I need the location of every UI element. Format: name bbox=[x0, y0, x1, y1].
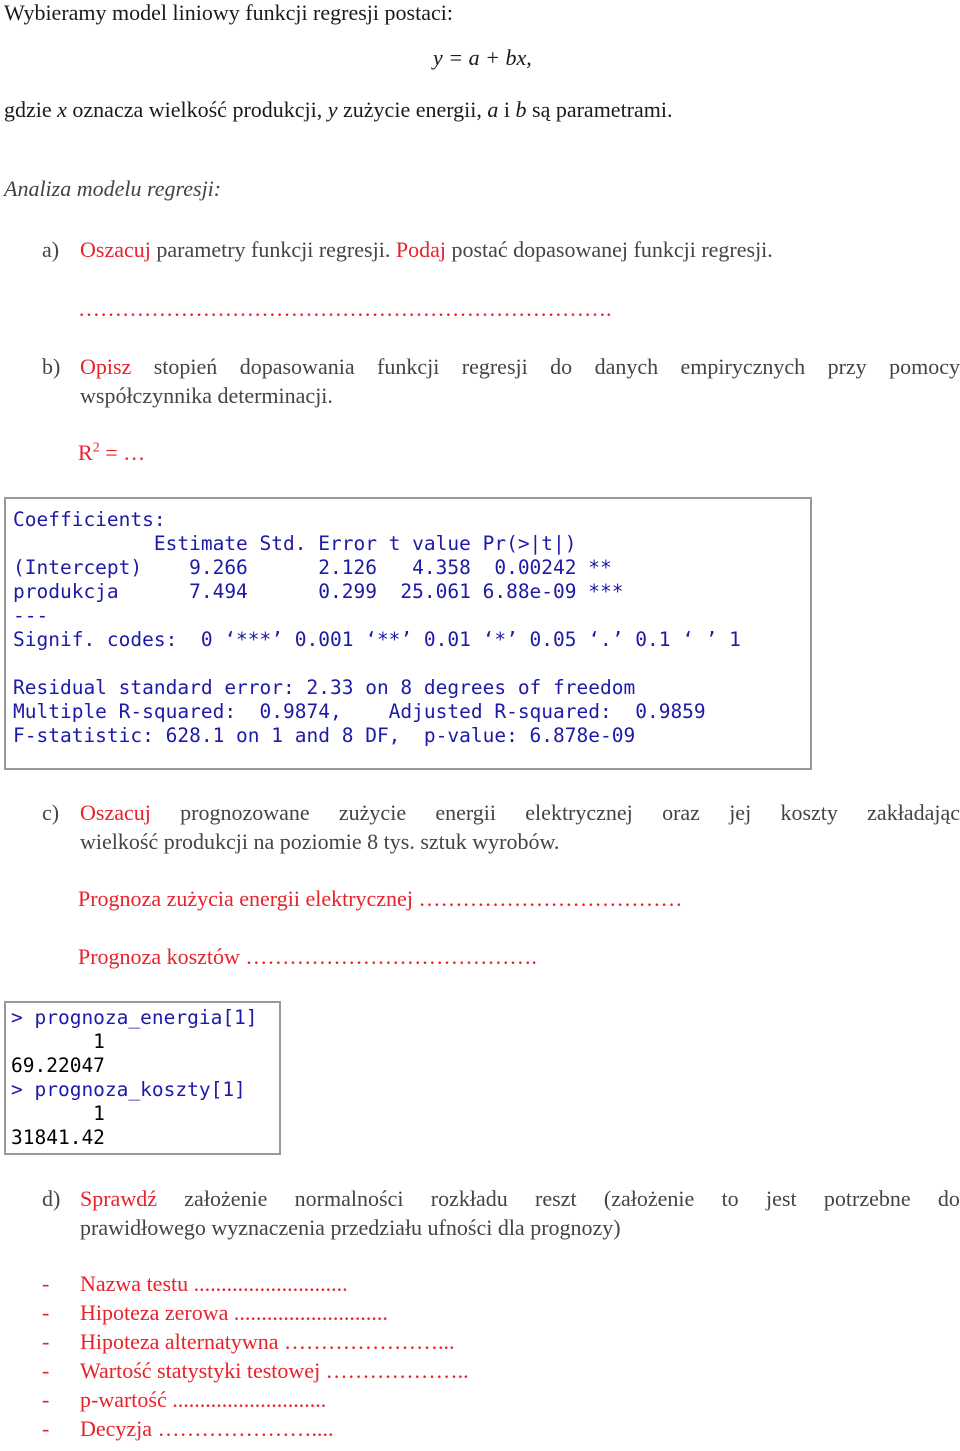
explanation-text: są parametrami. bbox=[526, 97, 673, 122]
explanation-text: oznacza wielkość produkcji, bbox=[66, 97, 328, 122]
forecast-energy-answer[interactable] bbox=[78, 886, 682, 912]
r2-dots: = … bbox=[99, 440, 146, 465]
console-line: Estimate Std. Error t value Pr(>|t|) bbox=[13, 532, 577, 555]
list-dash: - bbox=[42, 1387, 50, 1412]
word: reszt bbox=[535, 1186, 577, 1211]
checklist-item[interactable] bbox=[0, 1300, 960, 1329]
word: energii bbox=[435, 800, 497, 825]
checklist-text: Decyzja ………………….... bbox=[80, 1416, 334, 1441]
word: dopasowania bbox=[239, 354, 355, 379]
word: stopień bbox=[153, 354, 218, 379]
list-dash: - bbox=[42, 1300, 50, 1325]
console-value: 31841.42 bbox=[11, 1126, 105, 1149]
explanation-text: gdzie bbox=[4, 97, 58, 122]
var-b: b bbox=[515, 97, 527, 122]
console-line: --- bbox=[13, 604, 49, 627]
keyword: Sprawdź bbox=[80, 1186, 157, 1211]
console-line: Multiple R-squared: 0.9874, Adjusted R-squared: 0.9859 bbox=[13, 700, 706, 723]
keyword: Opisz bbox=[80, 354, 132, 379]
console-line: produkcja 7.494 0.299 25.061 6.88e-09 *** bbox=[13, 580, 624, 603]
task-text bbox=[80, 352, 960, 410]
var-x: x bbox=[57, 97, 67, 122]
regression-summary-output bbox=[4, 497, 812, 770]
task-label: b) bbox=[42, 354, 61, 379]
checklist-item[interactable] bbox=[0, 1271, 960, 1300]
explanation-text: i bbox=[498, 97, 516, 122]
console-line: F-statistic: 628.1 on 1 and 8 DF, p-value: 6.878e-09 bbox=[13, 724, 636, 747]
word: prognozowane bbox=[180, 800, 310, 825]
list-dash: - bbox=[42, 1358, 50, 1383]
var-a: a bbox=[487, 97, 499, 122]
list-dash: - bbox=[42, 1329, 50, 1354]
word: do bbox=[937, 1186, 960, 1211]
keyword: Podaj bbox=[395, 237, 446, 262]
word: koszty bbox=[780, 800, 838, 825]
forecast-cost-answer[interactable] bbox=[78, 944, 537, 970]
word: założenie bbox=[184, 1186, 268, 1211]
section-title: Analiza modelu regresji: bbox=[4, 176, 222, 201]
keyword: Oszacuj bbox=[80, 237, 151, 262]
variables-explanation bbox=[4, 97, 673, 123]
task-c bbox=[42, 798, 960, 858]
checklist-item[interactable] bbox=[0, 1416, 960, 1445]
word: regresji bbox=[461, 354, 528, 379]
word: normalności bbox=[294, 1186, 404, 1211]
console-line: Residual standard error: 2.33 on 8 degrees of freedom bbox=[13, 676, 636, 699]
word: pomocy bbox=[889, 354, 960, 379]
list-dash: - bbox=[42, 1416, 50, 1441]
forecast-output bbox=[4, 1001, 281, 1155]
var-y: y bbox=[327, 97, 338, 122]
task-line: wielkość produkcji na poziomie 8 tys. sztuk wyrobów. bbox=[80, 829, 560, 854]
r-squared-answer[interactable] bbox=[78, 440, 145, 466]
keyword: Oszacuj bbox=[80, 800, 151, 825]
checklist-text: p-wartość ............................ bbox=[80, 1387, 327, 1412]
console-value: 69.22047 bbox=[11, 1054, 105, 1077]
task-text bbox=[80, 235, 960, 264]
checklist-item[interactable] bbox=[0, 1358, 960, 1387]
console-text bbox=[6, 1003, 279, 1150]
word: przy bbox=[827, 354, 867, 379]
word: zakładając bbox=[867, 800, 960, 825]
task-line: prawidłowego wyznaczenia przedziału ufności dla prognozy) bbox=[80, 1215, 621, 1240]
console-line: (Intercept) 9.266 2.126 4.358 0.00242 ** bbox=[13, 556, 612, 579]
word: zużycie bbox=[338, 800, 407, 825]
task-text bbox=[80, 798, 960, 856]
answer-dots-a[interactable]: ………………………………………………………………. bbox=[78, 296, 612, 321]
console-line: Signif. codes: 0 ‘***’ 0.001 ‘**’ 0.01 ‘*’ 0.05 ‘.’ 0.1 ‘ ’ 1 bbox=[13, 628, 741, 651]
word: rozkładu bbox=[430, 1186, 508, 1211]
regression-equation: y = a + bx, bbox=[433, 45, 532, 70]
task-text bbox=[80, 1184, 960, 1242]
answer-dots: ……………………………… bbox=[412, 886, 683, 911]
task-d bbox=[42, 1184, 960, 1244]
console-line: Coefficients: bbox=[13, 508, 166, 531]
task-line: współczynnika determinacji. bbox=[80, 383, 333, 408]
word: funkcji bbox=[377, 354, 440, 379]
word: potrzebne bbox=[823, 1186, 911, 1211]
word: oraz bbox=[662, 800, 700, 825]
task-text-part: parametry funkcji regresji. bbox=[150, 237, 396, 262]
forecast-energy-label: Prognoza zużycia energii elektrycznej bbox=[78, 886, 413, 911]
checklist-text: Nazwa testu ............................ bbox=[80, 1271, 348, 1296]
checklist-text: Hipoteza alternatywna …………………... bbox=[80, 1329, 455, 1354]
console-command: > prognoza_koszty[1] bbox=[11, 1078, 246, 1101]
word: jej bbox=[729, 800, 752, 825]
task-line bbox=[80, 798, 960, 827]
checklist-item[interactable] bbox=[0, 1329, 960, 1358]
task-label: a) bbox=[42, 237, 60, 262]
word: elektrycznej bbox=[525, 800, 633, 825]
checklist-text: Hipoteza zerowa ............................ bbox=[80, 1300, 388, 1325]
word: empirycznych bbox=[680, 354, 806, 379]
console-command: > prognoza_energia[1] bbox=[11, 1006, 258, 1029]
r2-symbol: R bbox=[78, 440, 93, 465]
word: jest bbox=[766, 1186, 797, 1211]
task-line bbox=[80, 352, 960, 381]
console-index: 1 bbox=[11, 1102, 105, 1125]
task-b bbox=[42, 352, 960, 412]
console-index: 1 bbox=[11, 1030, 105, 1053]
intro-text: Wybieramy model liniowy funkcji regresji postaci: bbox=[4, 0, 453, 25]
word: danych bbox=[594, 354, 659, 379]
answer-dots: …………………………………. bbox=[239, 944, 537, 969]
checklist-item[interactable] bbox=[0, 1387, 960, 1416]
r2-exponent: 2 bbox=[92, 440, 100, 456]
console-text bbox=[6, 499, 810, 748]
task-line bbox=[80, 1184, 960, 1213]
word: (założenie bbox=[603, 1186, 695, 1211]
explanation-text: zużycie energii, bbox=[337, 97, 488, 122]
task-label: c) bbox=[42, 800, 60, 825]
word: to bbox=[721, 1186, 739, 1211]
task-text-part: postać dopasowanej funkcji regresji. bbox=[445, 237, 773, 262]
forecast-cost-label: Prognoza kosztów bbox=[78, 944, 240, 969]
list-dash: - bbox=[42, 1271, 50, 1296]
checklist-text: Wartość statystyki testowej ……………….. bbox=[80, 1358, 469, 1383]
task-label: d) bbox=[42, 1186, 61, 1211]
word: do bbox=[550, 354, 573, 379]
